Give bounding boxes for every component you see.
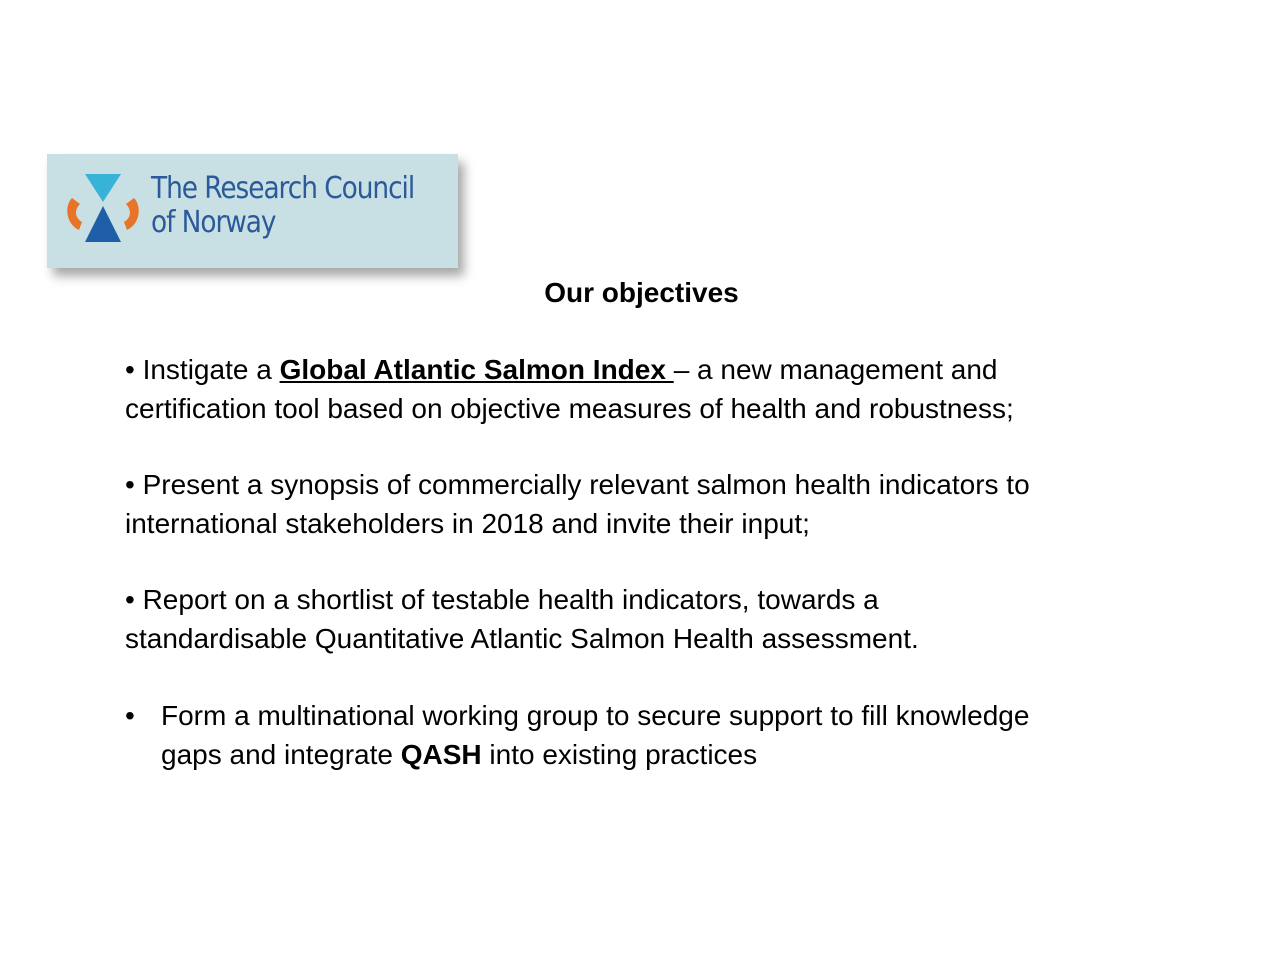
logo-line-1: The Research Council — [151, 171, 415, 206]
objective-4-bullet: • — [125, 700, 135, 731]
objective-1-rest: – a new management and — [673, 354, 998, 385]
hourglass-logo-icon — [63, 168, 143, 248]
objective-2-line-2: international stakeholders in 2018 and invite their input; — [125, 507, 810, 539]
objective-4-line-1: Form a multinational working group to secure support to fill knowledge — [161, 700, 1030, 731]
objective-1-line-2: certification tool based on objective measures of health and robustness; — [125, 392, 1014, 424]
objective-4-line-2 — [161, 736, 1029, 775]
objective-1-line-1 — [125, 351, 1185, 390]
qash-term: QASH — [400, 738, 482, 770]
page-title: Our objectives — [544, 277, 739, 308]
objective-1-prefix: • Instigate a — [125, 354, 280, 385]
objective-4-body — [161, 697, 1029, 774]
objective-3 — [125, 581, 1185, 658]
logo-orange-left-arc — [67, 198, 82, 230]
objective-3-line-1: • Report on a shortlist of testable health indicators, towards a — [125, 584, 879, 615]
logo-cyan-triangle — [85, 174, 121, 202]
research-council-logo — [47, 154, 458, 268]
logo-orange-right-arc — [124, 198, 139, 230]
logo-line-2: of Norway — [151, 205, 276, 240]
objective-4-line-2-prefix: gaps and integrate — [161, 738, 401, 770]
objective-2-line-1: • Present a synopsis of commercially relevant salmon health indicators to — [125, 469, 1030, 500]
objective-2 — [125, 466, 1185, 543]
objective-4-line-2-suffix: into existing practices — [481, 738, 758, 770]
objective-3-line-2: standardisable Quantitative Atlantic Salmon Health assessment. — [125, 622, 919, 654]
logo-blue-triangle — [85, 206, 121, 242]
objective-1 — [125, 351, 1185, 428]
global-atlantic-salmon-index-link[interactable]: Global Atlantic Salmon Index — [279, 354, 674, 385]
logo-wordmark — [151, 172, 414, 240]
